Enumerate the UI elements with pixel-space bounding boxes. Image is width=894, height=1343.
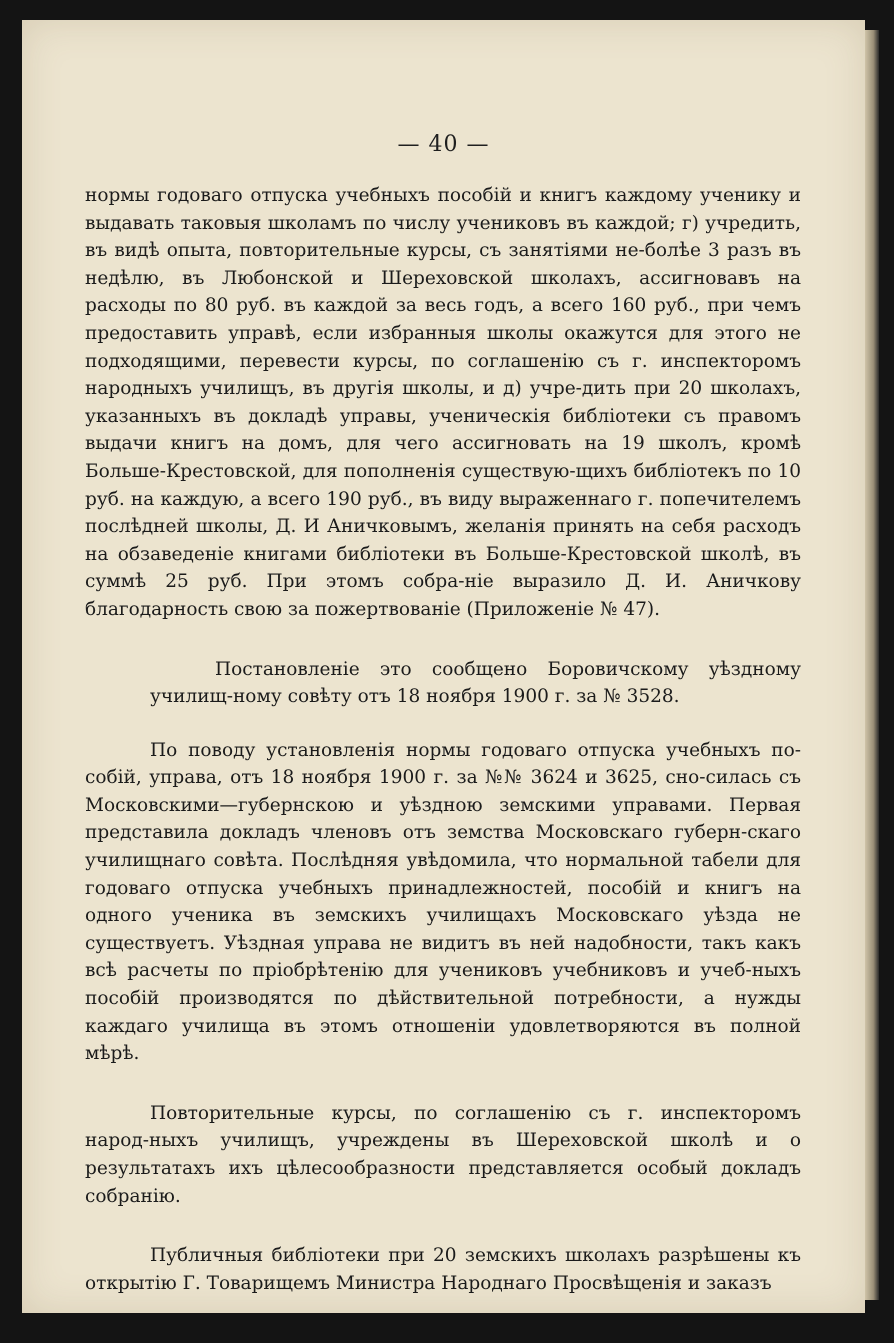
page-edge [865, 30, 879, 1300]
book-page [22, 20, 865, 1313]
paragraph-public-libraries: Публичныя библіотеки при 20 земскихъ школахъ разрѣшены къ открытію Г. Товарищемъ Министра Народнаго Просвѣщенія и заказъ [85, 1245, 801, 1294]
paragraph-resolution-notice: Постановленіе это сообщено Боровичскому уѣздному училищ-ному совѣту отъ 18 ноября 1900 г. за № 3528. [150, 658, 801, 708]
paragraph-textbook-norms: По поводу установленія нормы годоваго отпуска учебныхъ по-собій, управа, отъ 18 ноября 1900 г. за №№ 3624 и 3625, сно-силась съ Московскими—губернскою и уѣздною земскими управами. Первая представила докладъ членовъ отъ земства Московскаго губерн-скаго училищнаго совѣта. Послѣдняя увѣдомила, что нормальной табели для годоваго отпуска учебныхъ принадлежностей, пособій и книгъ на одного ученика въ земскихъ училищахъ Московскаго уѣзда не существуетъ. Уѣздная управа не видитъ въ ней надобности, такъ какъ всѣ расчеты по пріобрѣтенію для учениковъ учебниковъ и учеб-ныхъ пособій производятся по дѣйствительной потребности, а нужды каждаго училища въ этомъ отношеніи удовлетворяются въ полной мѣрѣ. [85, 739, 801, 1065]
paragraph-resolution-continuation: нормы годоваго отпуска учебныхъ пособій и книгъ каждому ученику и выдавать таковыя школамъ по числу учениковъ въ каждой; г) учредить, въ видѣ опыта, повторительные курсы, съ занятіями не-болѣе 3 разъ въ недѣлю, въ Любонской и Шереховской школахъ, ассигновавъ на расходы по 80 руб. въ каждой за весь годъ, а всего 160 руб., при чемъ предоставить управѣ, если избранныя школы окажутся для этого не подходящими, перевести курсы, по соглашенію съ г. инспекторомъ народныхъ училищъ, въ другія школы, и д) учре-дить при 20 школахъ, указанныхъ въ докладѣ управы, ученическія библіотеки съ правомъ выдачи книгъ на домъ, для чего ассигновать на 19 школъ, кромѣ Больше-Крестовской, для пополненія существую-щихъ библіотекъ по 10 руб. на каждую, а всего 190 руб., въ виду выраженнаго г. попечителемъ послѣдней школы, Д. И Аничковымъ, желанія принять на себя расходъ на обзаведеніе книгами библіотеки въ Больше-Крестовской школѣ, въ суммѣ 25 руб. При этомъ собра-ніе выразило Д. И. Аничкову благодарность свою за пожертвованіе (Приложеніе № 47). [85, 185, 801, 620]
paragraph-repetition-courses: Повторительные курсы, по соглашенію съ г. инспекторомъ народ-ныхъ училищъ, учреждены въ Шереховской школѣ и о результатахъ ихъ цѣлесообразности представляется особый докладъ собранію. [85, 1102, 801, 1207]
page-body [85, 182, 801, 1297]
page-number: — 40 — [397, 132, 490, 157]
